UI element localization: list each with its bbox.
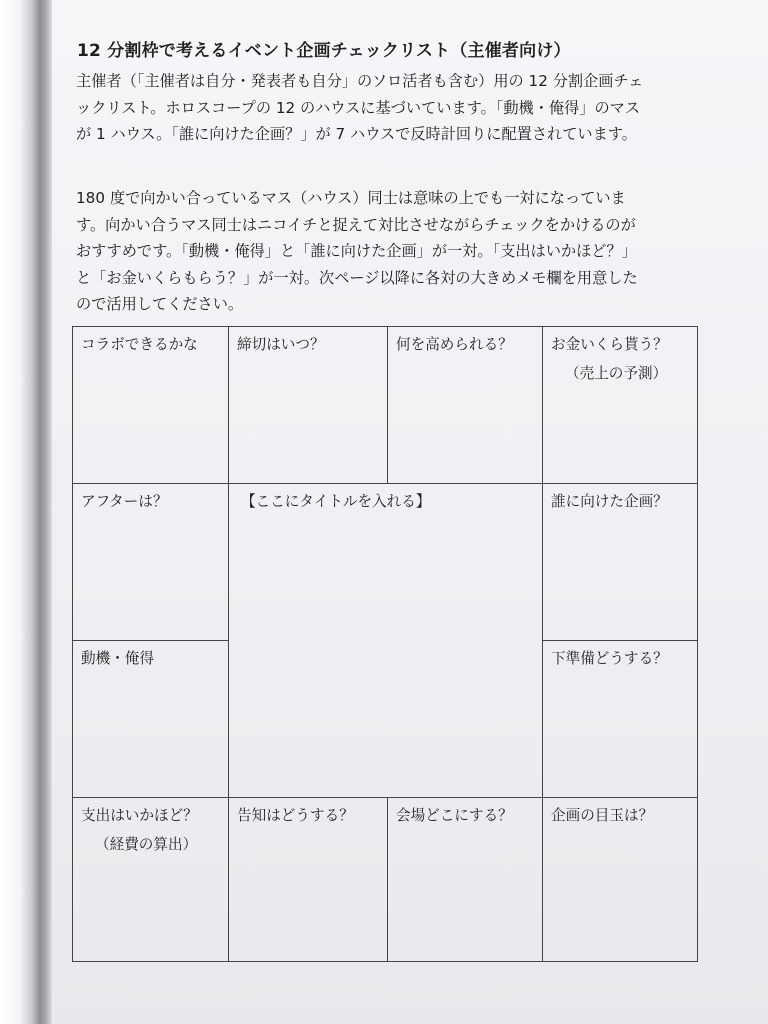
cell-enhance: [388, 327, 543, 484]
page-title: 12 分割枠で考えるイベント企画チェックリスト（主催者向け）: [77, 41, 571, 61]
text-line: が 1 ハウス。「誰に向けた企画？」が 7 ハウスで反時計回りに配置されています。: [76, 125, 637, 143]
intro-paragraph: [76, 68, 698, 148]
cell-label: コラボできるかな: [81, 336, 198, 353]
cell-announce: [229, 798, 388, 961]
cell-label: 会場どこにする？: [396, 807, 513, 824]
cell-label: 告知はどうする？: [237, 807, 354, 824]
cell-note: （売上の予測）: [565, 365, 668, 382]
twelve-house-grid: [72, 326, 698, 962]
text-line: ので活用してください。: [76, 295, 244, 313]
text-line: と「お金いくらもらう？」が一対。次ページ以降に各対の大きめメモ欄を用意した: [76, 268, 638, 287]
cell-label: 支出はいかほど？: [81, 807, 198, 824]
cell-label: 締切はいつ？: [237, 336, 325, 353]
text-line: す。向かい合うマス同士はニコイチと捉えて対比させながらチェックをかけるのが: [76, 215, 636, 234]
cell-label: 動機・俺得: [81, 650, 154, 667]
text-line: ックリスト。ホロスコープの 12 のハウスに基づいています。「動機・俺得」のマス: [76, 98, 641, 117]
cell-audience: [543, 484, 697, 641]
text-line: 主催者（「主催者は自分・発表者も自分」のソロ活者も含む）用の 12 分割企画チェ: [76, 72, 644, 90]
cell-note: （経費の算出）: [95, 836, 198, 853]
title-placeholder: 【ここにタイトルを入れる】: [241, 493, 431, 510]
cell-title-area: [229, 484, 543, 798]
cell-expense: [73, 798, 229, 961]
cell-label: 誰に向けた企画？: [551, 493, 668, 510]
cell-after: [73, 484, 229, 641]
pair-explanation-paragraph: [76, 185, 698, 318]
cell-income: [543, 327, 697, 484]
cell-motive: [73, 641, 229, 798]
cell-label: アフターは？: [81, 493, 168, 510]
cell-venue: [388, 798, 543, 961]
text-line: おすすめです。「動機・俺得」と「誰に向けた企画」が一対。「支出はいかほど？」: [76, 242, 637, 260]
cell-prep: [543, 641, 697, 798]
cell-label: お金いくら貰う？: [551, 336, 668, 353]
cell-label: 何を高められる？: [396, 336, 513, 353]
cell-collab: [73, 327, 229, 484]
text-line: 180 度で向かい合っているマス（ハウス）同士は意味の上でも一対になっていま: [76, 189, 626, 207]
cell-deadline: [229, 327, 388, 484]
cell-label: 企画の目玉は？: [551, 807, 654, 824]
cell-label: 下準備どうする？: [551, 650, 668, 667]
cell-highlight: [543, 798, 697, 961]
book-binding-shadow: [0, 0, 52, 1024]
